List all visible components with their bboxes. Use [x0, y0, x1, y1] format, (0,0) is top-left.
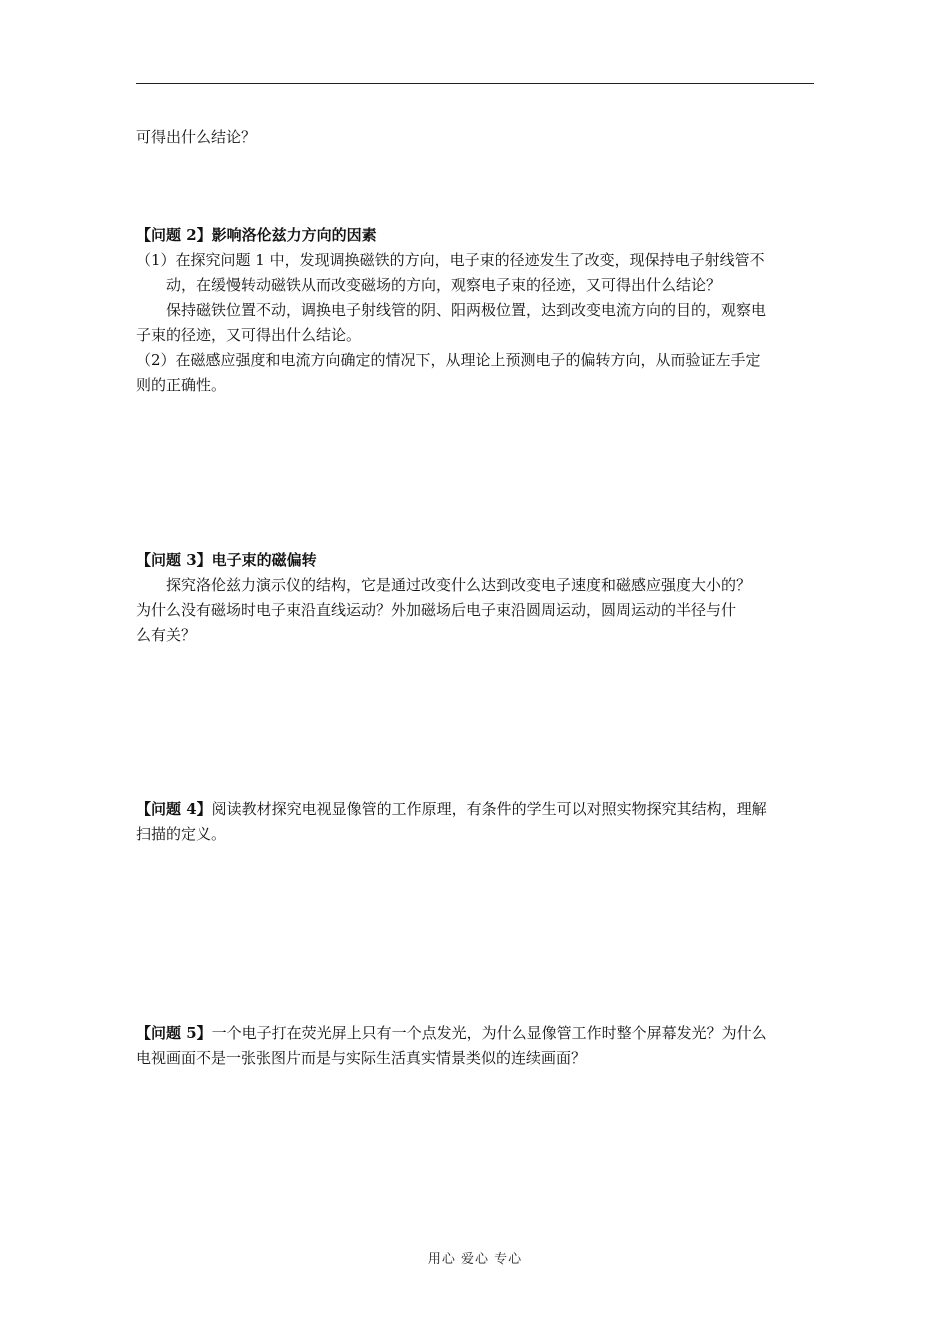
question-3-label: 【问题 3】 [136, 551, 212, 569]
question-4-line-1 [136, 797, 818, 822]
page-footer: 用心 爱心 专心 [427, 1252, 523, 1267]
question-2-line-4: 子束的径迹，又可得出什么结论。 [136, 326, 362, 344]
question-2-section [136, 223, 818, 398]
question-5-line-1 [136, 1021, 818, 1046]
question-4-line-2: 扫描的定义。 [136, 825, 227, 843]
question-3-title: 电子束的磁偏转 [211, 551, 317, 569]
header-rule [136, 83, 814, 84]
question-3-line-1: 探究洛伦兹力演示仪的结构，它是通过改变什么达到改变电子速度和磁感应强度大小的？ [166, 576, 752, 594]
question-2-label: 【问题 2】 [136, 226, 212, 244]
question-2-line-5: （2）在磁感应强度和电流方向确定的情况下，从理论上预测电子的偏转方向，从而验证左手定 [136, 351, 761, 369]
question-2-line-2: 动，在缓慢转动磁铁从而改变磁场的方向，观察电子束的径迹，又可得出什么结论？ [166, 276, 722, 294]
question-5-label: 【问题 5】 [136, 1024, 212, 1042]
question-4-section [136, 797, 818, 847]
question-2-heading [136, 223, 818, 248]
question-2-title: 影响洛伦兹力方向的因素 [211, 226, 377, 244]
question-2-line-3: 保持磁铁位置不动，调换电子射线管的阴、阳两极位置，达到改变电流方向的目的，观察电 [166, 301, 767, 319]
question-5-section [136, 1021, 818, 1071]
question-3-section [136, 548, 818, 648]
question-4-text-1: 阅读教材探究电视显像管的工作原理，有条件的学生可以对照实物探究其结构，理解 [211, 800, 767, 818]
intro-conclusion-line [136, 125, 818, 150]
question-5-text-1: 一个电子打在荧光屏上只有一个点发光，为什么显像管工作时整个屏幕发光？为什么 [211, 1024, 767, 1042]
question-2-line-1: （1）在探究问题 1 中，发现调换磁铁的方向，电子束的径迹发生了改变，现保持电子射线管不 [136, 251, 765, 269]
intro-conclusion-text: 可得出什么结论？ [136, 128, 257, 146]
question-3-line-2: 为什么没有磁场时电子束沿直线运动？外加磁场后电子束沿圆周运动，圆周运动的半径与什 [136, 601, 737, 619]
question-2-line-6: 则的正确性。 [136, 376, 227, 394]
question-3-heading [136, 548, 818, 573]
question-3-line-3: 么有关？ [136, 626, 197, 644]
question-4-label: 【问题 4】 [136, 800, 212, 818]
question-5-line-2: 电视画面不是一张张图片而是与实际生活真实情景类似的连续画面？ [136, 1049, 587, 1067]
